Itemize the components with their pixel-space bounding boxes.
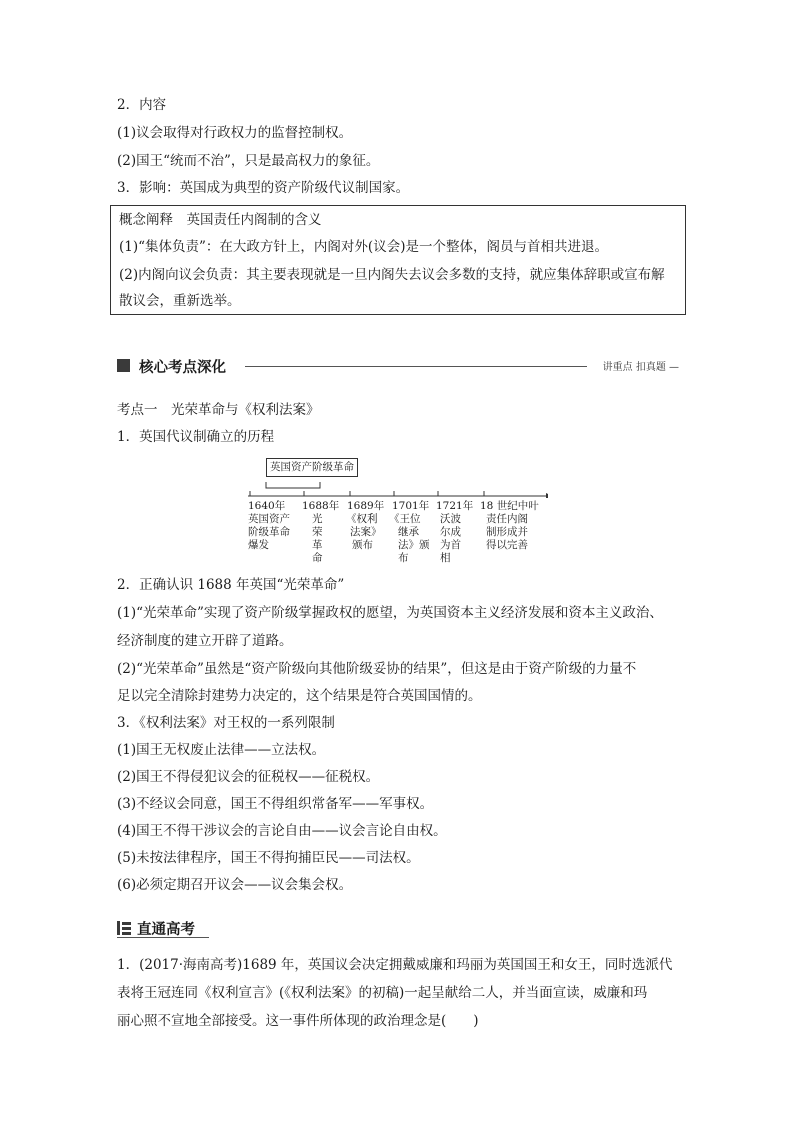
timeline-text: 制形成并 [486, 526, 528, 538]
question-1-line-3: 丽心照不宣地全部接受。这一事件所体现的政治理念是( ) [117, 1013, 479, 1029]
restriction-item: (4)国王不得干涉议会的言论自由——议会言论自由权。 [117, 823, 447, 839]
restriction-item: (3)不经议会同意，国王不得组织常备军——军事权。 [117, 796, 434, 812]
restriction-item: (6)必须定期召开议会——议会集会权。 [117, 877, 353, 893]
question-1-line-2: 表将王冠连同《权利宣言》(《权利法案》的初稿)一起呈献给二人，并当面宣读，威廉和玛 [117, 985, 648, 1001]
square-icon [117, 359, 130, 372]
subheading-bill-of-rights: 3．《权利法案》对王权的一系列限制 [117, 715, 335, 731]
section-tagline: 讲重点 扣真题 — [602, 362, 679, 373]
timeline-text: 尔成 [440, 526, 461, 538]
timeline-text: 阶级革命 [248, 526, 290, 538]
timeline-text: 《王位 [389, 513, 421, 525]
question-1-line-1: 1．(2017·海南高考)1689 年，英国议会决定拥戴威廉和玛丽为英国国王和女王，同时选派代 [117, 957, 673, 973]
section-header [117, 356, 679, 376]
timeline-text: 布 [398, 552, 409, 564]
timeline-top-label: 英国资产阶级革命 [266, 458, 358, 477]
timeline-text: 法》颁 [398, 539, 430, 551]
timeline-arrow-icon [546, 493, 548, 498]
timeline-bracket [266, 482, 320, 488]
restriction-item: (5)未按法律程序，国王不得拘捕臣民——司法权。 [117, 850, 420, 866]
paragraph-1-line-2: 经济制度的建立开辟了道路。 [117, 633, 293, 649]
timeline-year: 1721年 [436, 500, 474, 512]
paragraph-2-line-2: 足以完全清除封建势力决定的，这个结果是符合英国国情的。 [117, 688, 482, 704]
paragraph-1-line-1: (1)“光荣革命”实现了资产阶级掌握政权的愿望，为英国资本主义经济发展和资本主义政治、 [117, 605, 663, 621]
subheading-process: 1．英国代议制确立的历程 [117, 429, 275, 445]
timeline-text: 继承 [398, 526, 419, 538]
section-rule [245, 366, 587, 367]
timeline-year: 1701年 [392, 500, 430, 512]
timeline-text: 相 [440, 552, 451, 564]
restriction-item: (2)国王不得侵犯议会的征税权——征税权。 [117, 769, 380, 785]
timeline-text: 颁布 [352, 539, 373, 551]
paragraph-2-line-1: (2)“光荣革命”虽然是“资产阶级向其他阶级妥协的结果”，但这是由于资产阶级的力量不 [117, 661, 637, 677]
timeline-text: 英国资产 [248, 513, 290, 525]
content-item-1: (1)议会取得对行政权力的监督控制权。 [117, 125, 353, 141]
zhitong-rule [117, 937, 209, 938]
restriction-item: (1)国王无权废止法律——立法权。 [117, 742, 326, 758]
heading-content: 2．内容 [117, 97, 167, 113]
kaodian-title: 考点一 光荣革命与《权利法案》 [117, 402, 320, 418]
subheading-glorious-revolution: 2．正确认识 1688 年英国“光荣革命” [117, 577, 345, 593]
concept-box [110, 205, 686, 315]
timeline-year: 1689年 [347, 500, 385, 512]
timeline-svg [248, 458, 548, 498]
section-title: 核心考点深化 [139, 360, 226, 376]
bars-icon [117, 921, 131, 935]
timeline-year: 1640年 [248, 500, 286, 512]
timeline-text: 荣 [312, 526, 323, 538]
timeline-text: 法案》 [350, 526, 382, 538]
timeline-text: 沃波 [440, 513, 461, 525]
zhitong-header [117, 918, 207, 938]
concept-box-line-3: 散议会，重新选举。 [119, 293, 241, 309]
heading-impact: 3．影响：英国成为典型的资产阶级代议制国家。 [117, 180, 410, 196]
timeline-year: 18 世纪中叶 [480, 500, 539, 512]
concept-box-title: 概念阐释 英国责任内阁制的含义 [119, 212, 322, 228]
timeline-text: 革 [312, 539, 323, 551]
timeline-text: 《权利 [346, 513, 378, 525]
zhitong-title: 直通高考 [137, 922, 195, 938]
timeline-text: 命 [312, 552, 323, 564]
content-item-2: (2)国王“统而不治”，只是最高权力的象征。 [117, 153, 380, 169]
concept-box-line-1: (1)“集体负责”：在大政方针上，内阁对外(议会)是一个整体，阁员与首相共进退。 [119, 239, 608, 255]
timeline-year: 1688年 [302, 500, 340, 512]
timeline-text: 得以完善 [486, 539, 528, 551]
timeline [248, 458, 548, 568]
concept-box-line-2: (2)内阁向议会负责：其主要表现就是一旦内阁失去议会多数的支持，就应集体辞职或宣布解 [119, 267, 665, 283]
timeline-text: 爆发 [248, 539, 269, 551]
timeline-text: 责任内阁 [486, 513, 528, 525]
timeline-text: 为首 [440, 539, 461, 551]
timeline-text: 光 [312, 513, 323, 525]
